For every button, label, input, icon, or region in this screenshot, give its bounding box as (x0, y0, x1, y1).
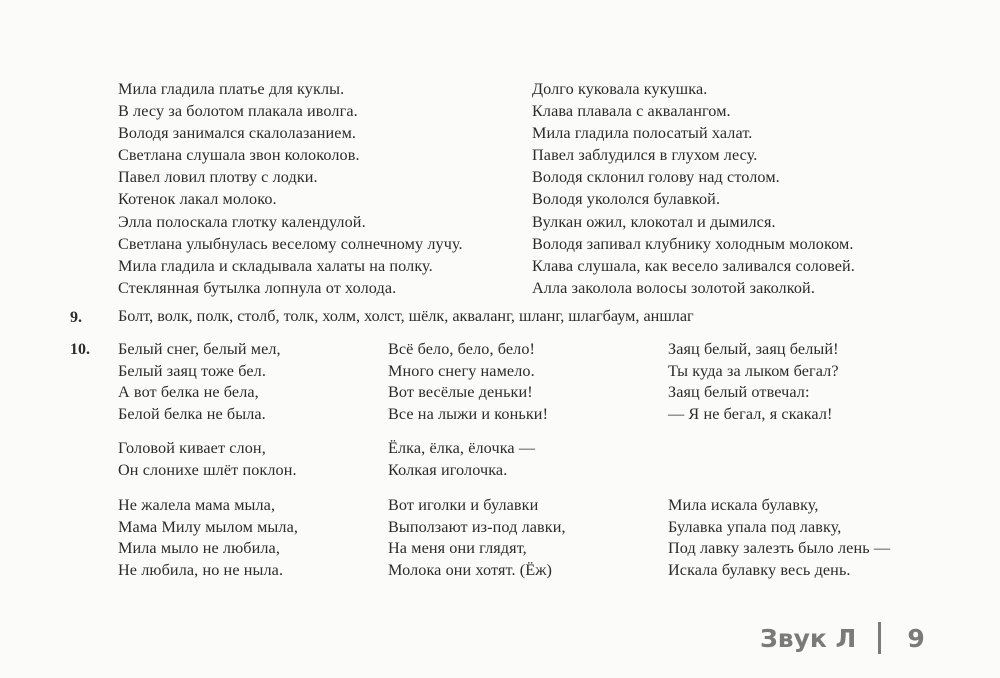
sentence-line: Светлана улыбнулась веселому солнечному лучу. (118, 234, 463, 253)
poem-line: Ёлка, ёлка, ёлочка — (388, 439, 536, 457)
page-number: 9 (907, 623, 925, 653)
exercise-number-9: 9. (70, 309, 82, 326)
poem-line: Он слонихе шлёт поклон. (118, 460, 297, 479)
poem-line: Вот весёлые деньки! (388, 383, 533, 402)
poem-line: Белый заяц тоже бел. (118, 361, 266, 380)
sentence-line: Светлана слушала звон колоколов. (118, 146, 360, 165)
section-title: Звук Л (760, 623, 857, 653)
poem-hedgehog (388, 495, 566, 581)
sentence-line: Элла полоскала глотку календулой. (118, 212, 366, 231)
poem-line: Искала булавку весь день. (668, 560, 851, 579)
poem-line: Вот иголки и булавки (388, 496, 539, 514)
footer-divider (878, 622, 881, 654)
poem-line: Булавка упала под лавку, (668, 517, 842, 536)
sentence-line: Клава плавала с аквалангом. (532, 102, 731, 121)
poem-line: Белой белка не была. (118, 404, 266, 423)
poem-line: Выползают из-под лавки, (388, 517, 566, 536)
sentence-line: Стеклянная бутылка лопнула от холода. (118, 278, 397, 297)
sentence-line: Володя укололся булавкой. (532, 190, 721, 209)
poem-line: Молока они хотят. (Ёж) (388, 560, 553, 579)
poem-line: Не любила, но не ныла. (118, 560, 284, 579)
sentence-line: Долго куковала кукушка. (532, 80, 708, 98)
sentence-line: Мила гладила полосатый халат. (532, 124, 753, 143)
poem-white-hare (668, 339, 839, 425)
poem-line: Заяц белый, заяц белый! (668, 340, 839, 358)
poem-elephant (118, 438, 297, 481)
sentence-line: Клава слушала, как весело заливался соловей. (532, 256, 855, 275)
sentence-line: Володя занимался скалолазанием. (118, 124, 357, 143)
poem-pin (668, 495, 890, 581)
poem-line: Ты куда за лыком бегал? (668, 361, 839, 380)
poem-line: Колкая иголочка. (388, 460, 508, 479)
sentence-line: Алла заколола волосы золотой заколкой. (532, 278, 815, 297)
poem-line: Всё бело, бело, бело! (388, 340, 536, 358)
poem-line: Белый снег, белый мел, (118, 340, 281, 358)
poem-line: Не жалела мама мыла, (118, 496, 276, 514)
poem-line: Головой кивает слон, (118, 439, 266, 457)
page-footer (760, 622, 925, 654)
poem-fir-tree (388, 438, 535, 481)
sentence-line: Вулкан ожил, клокотал и дымился. (532, 212, 776, 231)
sentences-right-column (532, 78, 932, 299)
poem-line: Мама Милу мылом мыла, (118, 517, 299, 536)
sentence-line: Володя склонил голову над столом. (532, 168, 780, 187)
sentence-line: В лесу за болотом плакала иволга. (118, 102, 358, 121)
sentence-line: Мила гладила платье для куклы. (118, 80, 345, 98)
sentences-left-column (118, 78, 518, 299)
sentence-line: Павел ловил плотву с лодки. (118, 168, 318, 187)
poem-line: А вот белка не бела, (118, 383, 259, 402)
sentence-line: Володя запивал клубнику холодным молоком. (532, 234, 854, 253)
exercise-9-word-list: Болт, волк, полк, столб, толк, холм, холст, шёлк, акваланг, шланг, шлагбаум, аншлаг (118, 307, 694, 325)
poem-line: Все на лыжи и коньки! (388, 404, 549, 423)
poem-white-snow (118, 339, 281, 425)
poem-line: Мила искала булавку, (668, 496, 819, 514)
poem-line: Много снегу намело. (388, 361, 535, 380)
poem-line: Мила мыло не любила, (118, 539, 280, 558)
poem-all-white (388, 339, 548, 425)
sentence-line: Павел заблудился в глухом лесу. (532, 146, 758, 165)
exercise-number-10: 10. (70, 341, 90, 358)
sentence-line: Котенок лакал молоко. (118, 190, 277, 209)
poem-line: — Я не бегал, я скакал! (668, 404, 833, 423)
poem-line: Заяц белый отвечал: (668, 383, 810, 402)
poem-soap (118, 495, 298, 581)
poem-line: На меня они глядят, (388, 539, 527, 558)
poem-line: Под лавку залезть было лень — (668, 539, 891, 558)
sentence-line: Мила гладила и складывала халаты на полку. (118, 256, 433, 275)
